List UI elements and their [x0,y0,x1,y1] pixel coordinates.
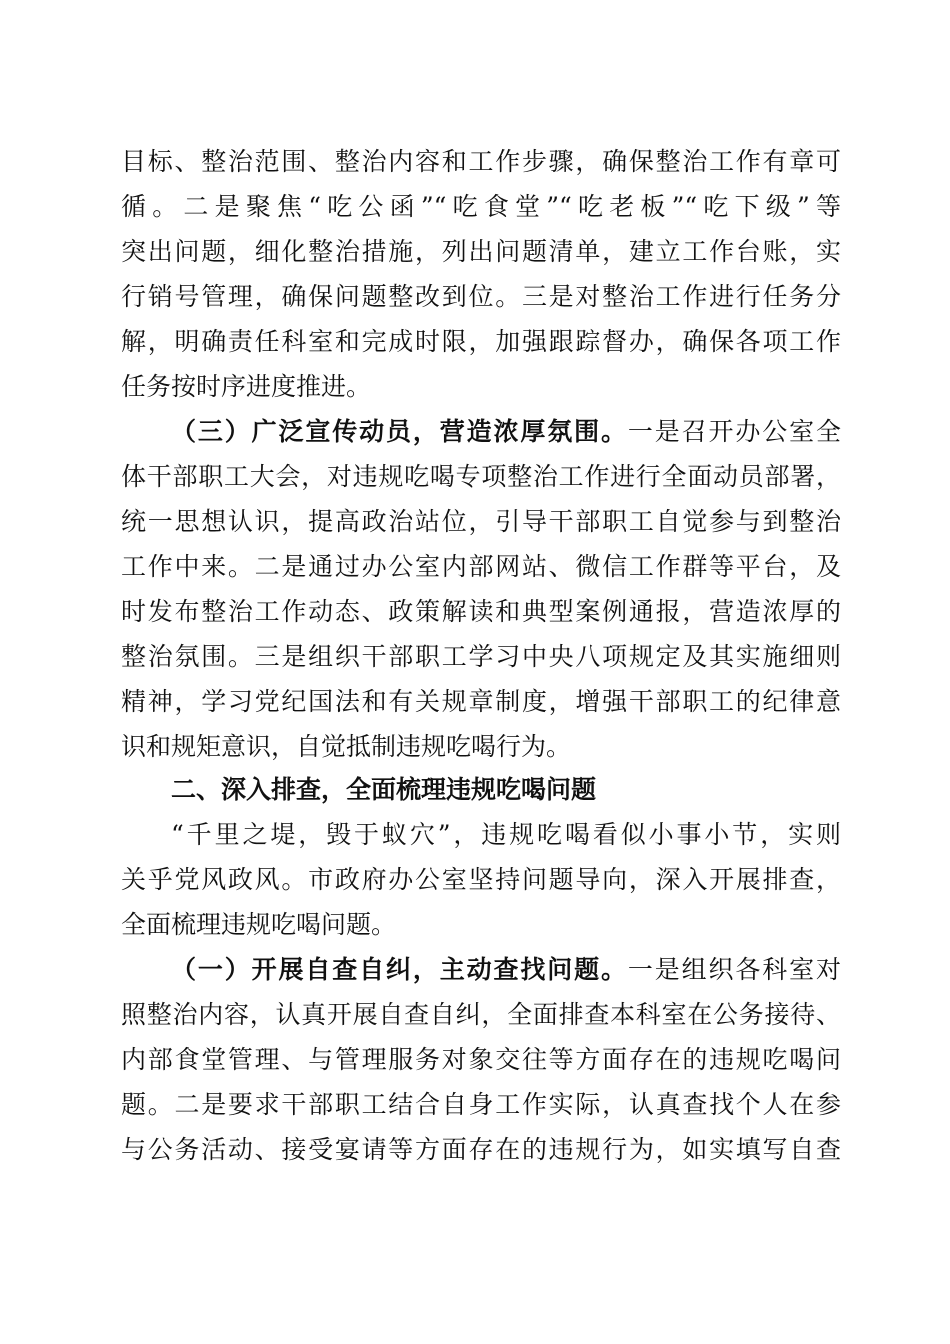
paragraph-2-lead: （三）广泛宣传动员，营造浓厚氛围。 [171,417,628,446]
paragraph-1-line-5: 解，明确责任科室和完成时限，加强跟踪督办，确保各项工作 [121,327,841,356]
paragraph-1-line-4: 行销号管理，确保问题整改到位。三是对整治工作进行任务分 [121,282,841,311]
paragraph-3-line-3: 全面梳理违规吃喝问题。 [121,910,397,939]
paragraph-2-line-7: 精神，学习党纪国法和有关规章制度，增强干部职工的纪律意 [121,687,841,716]
paragraph-4-line-4: 题。二是要求干部职工结合自身工作实际，认真查找个人在参 [121,1090,841,1119]
paragraph-3-line-2: 关乎党风政风。市政府办公室坚持问题导向，深入开展排查， [121,865,841,894]
paragraph-4-lead: （一）开展自查自纠，主动查找问题。 [171,955,628,984]
section-2-heading: 二、深入排查，全面梳理违规吃喝问题 [171,775,597,804]
paragraph-2-line-4: 工作中来。二是通过办公室内部网站、微信工作群等平台，及 [121,552,841,581]
paragraph-4-line-3: 内部食堂管理、与管理服务对象交往等方面存在的违规吃喝问 [121,1045,841,1074]
paragraph-2-line-3: 统一思想认识，提高政治站位，引导干部职工自觉参与到整治 [121,507,841,536]
paragraph-2-line-2: 体干部职工大会，对违规吃喝专项整治工作进行全面动员部署， [121,462,841,491]
paragraph-2-line-6: 整治氛围。三是组织干部职工学习中央八项规定及其实施细则 [121,642,841,671]
paragraph-4-line-5: 与公务活动、接受宴请等方面存在的违规行为，如实填写自查 [121,1135,841,1164]
paragraph-2-line-1 [171,414,841,450]
paragraph-4-line-1 [171,952,841,988]
paragraph-3-line-1: “千里之堤，毁于蚁穴”，违规吃喝看似小事小节，实则 [171,820,841,849]
paragraph-1-line-1: 目标、整治范围、整治内容和工作步骤，确保整治工作有章可 [121,147,841,176]
paragraph-2-first-rest: 一是召开办公室全 [627,417,841,446]
paragraph-1-line-3: 突出问题，细化整治措施，列出问题清单，建立工作台账，实 [121,237,841,266]
paragraph-4-line-2: 照整治内容，认真开展自查自纠，全面排查本科室在公务接待、 [121,1000,841,1029]
paragraph-4-first-rest: 一是组织各科室对 [627,955,841,984]
paragraph-2-line-8: 识和规矩意识，自觉抵制违规吃喝行为。 [121,732,572,761]
paragraph-2-line-5: 时发布整治工作动态、政策解读和典型案例通报，营造浓厚的 [121,597,841,626]
paragraph-1-line-6: 任务按时序进度推进。 [121,372,372,401]
paragraph-1-line-2: 循。二是聚焦“吃公函”“吃食堂”“吃老板”“吃下级”等 [121,192,841,221]
